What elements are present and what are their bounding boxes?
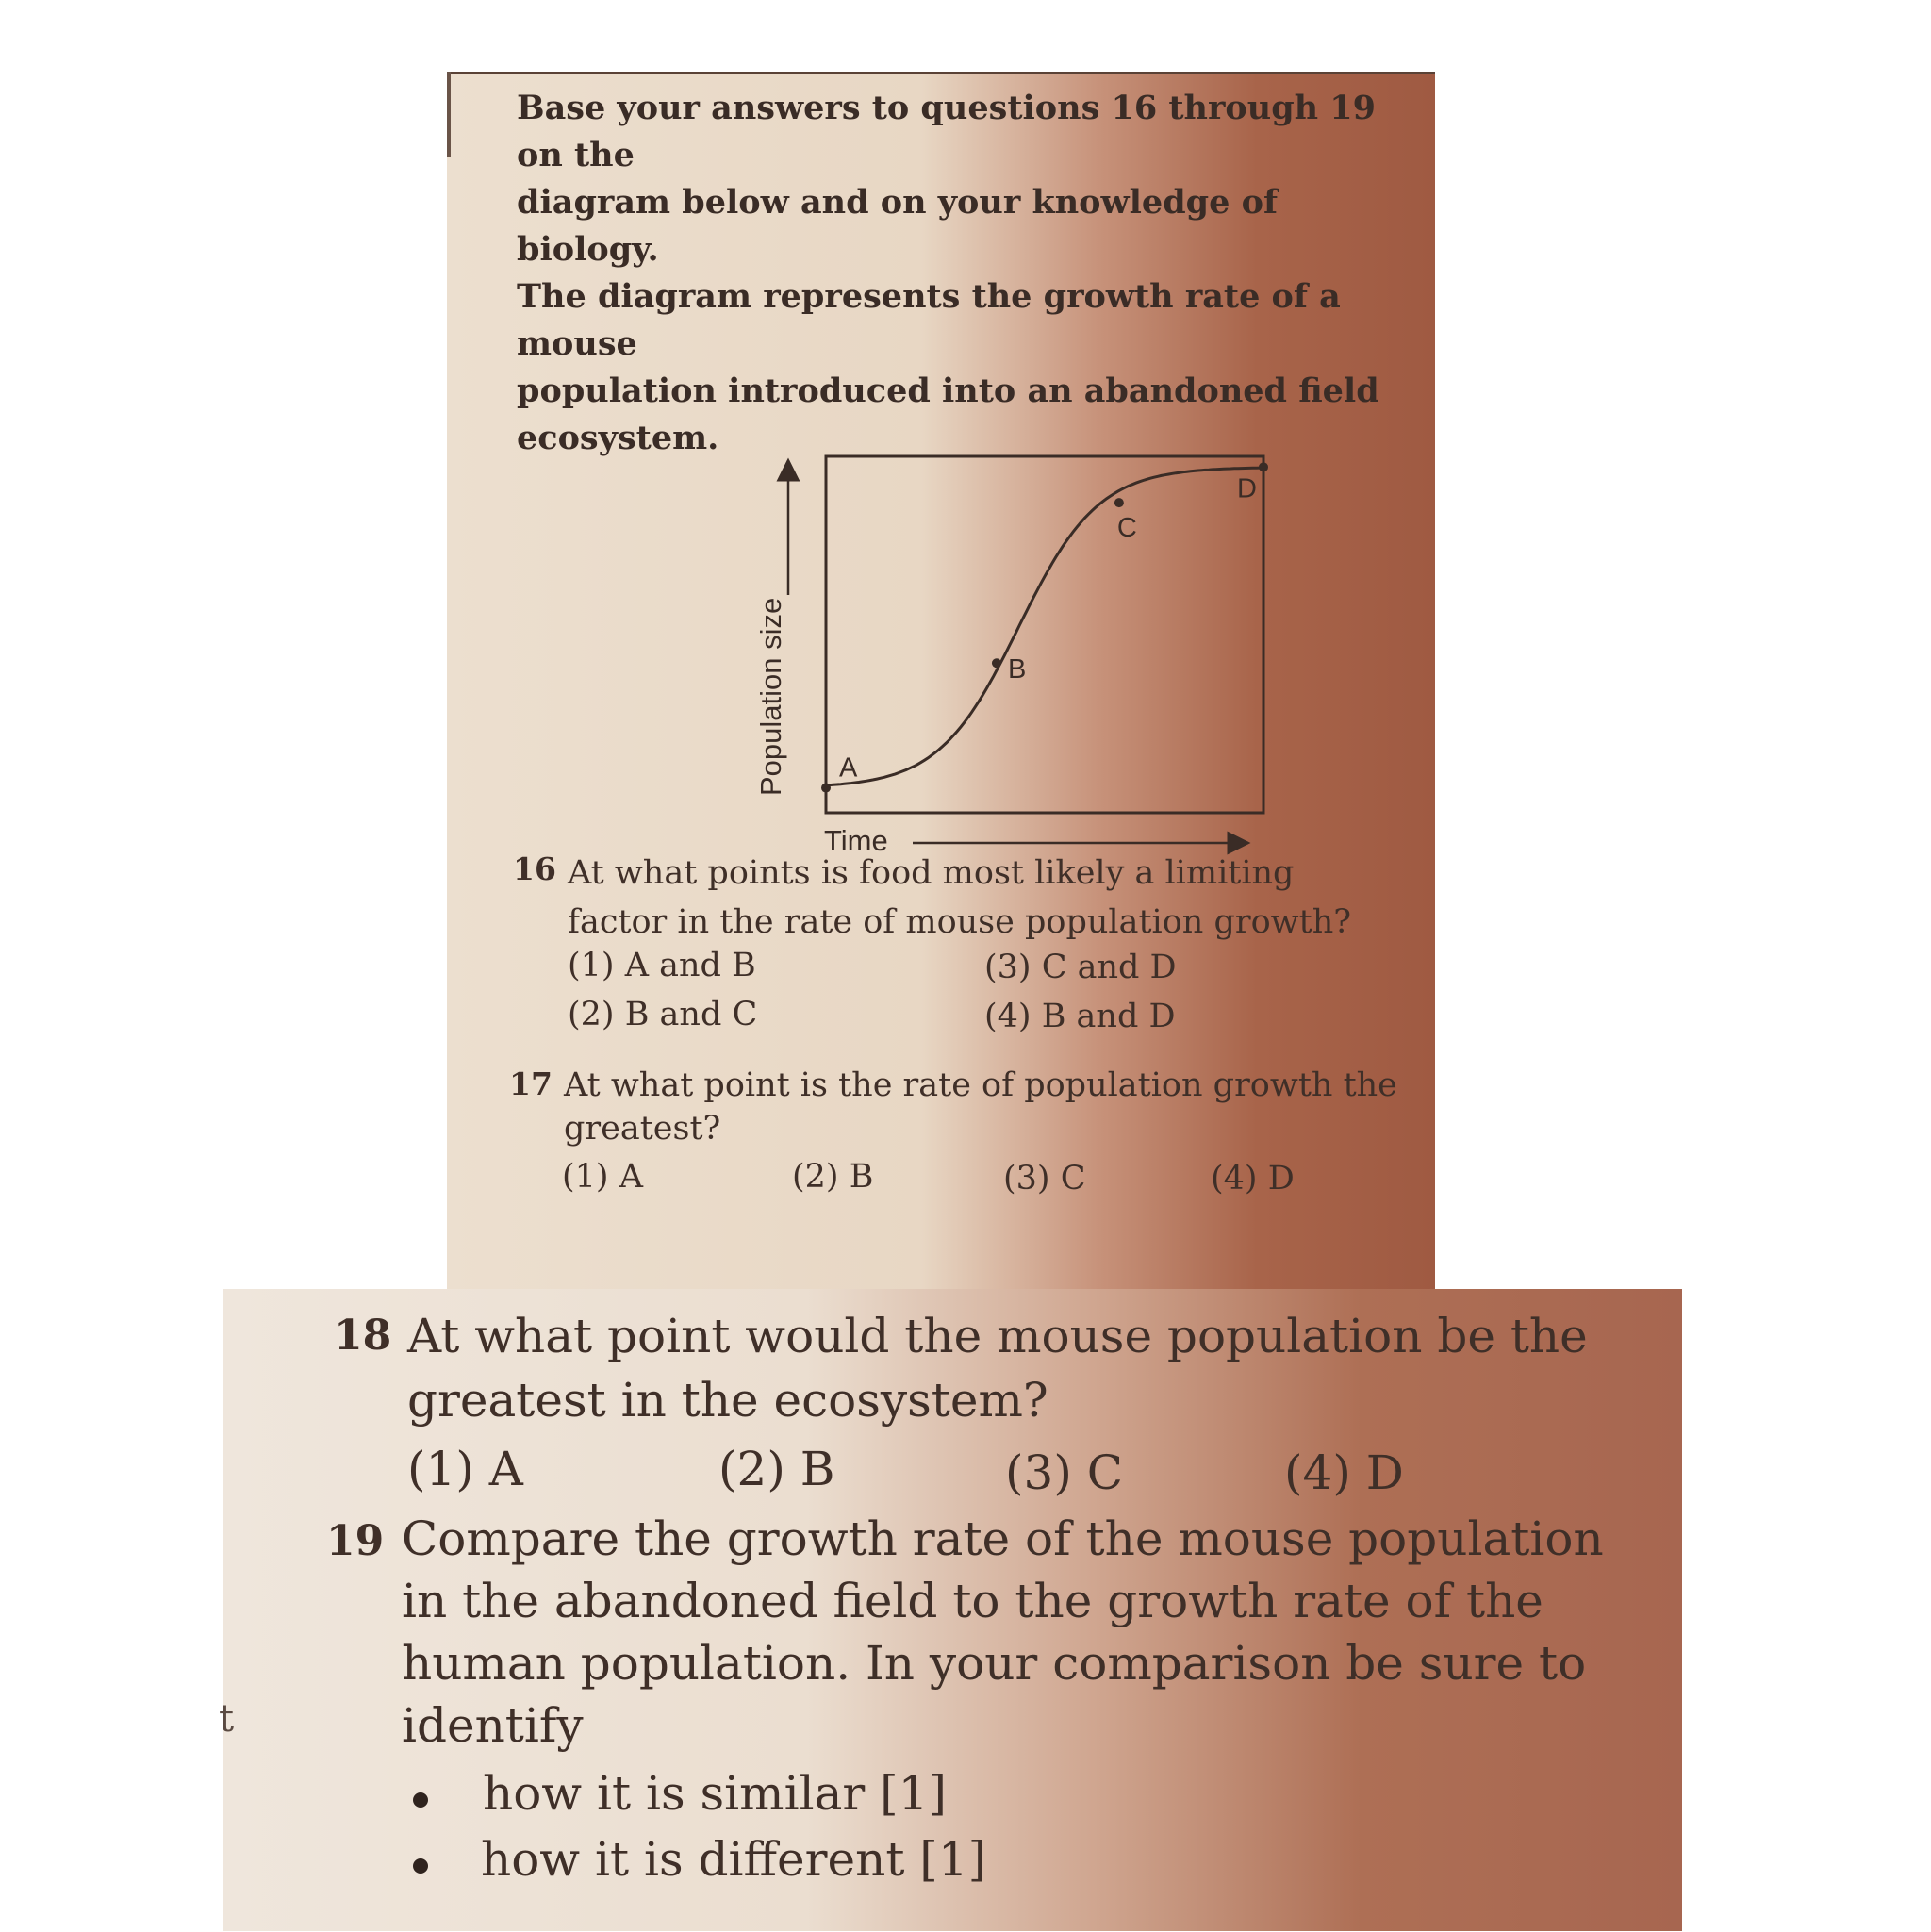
question-18 — [334, 1304, 1654, 1521]
intro-paragraph: Base your answers to questions 16 through 19 on the diagram below and on your knowledge of biology. The diagram represents the growth rate of a mouse population introduced into an abandoned field ecosystem. — [517, 89, 1379, 457]
question-text: Compare the growth rate of the mouse population in the abandoned field to the growth rate of the human population. In your comparison be sure to identify — [402, 1511, 1604, 1753]
option-1[interactable]: (1) A — [407, 1442, 523, 1496]
question-number: 16 — [513, 850, 556, 887]
option-4[interactable]: (4) D — [1211, 1160, 1295, 1197]
x-axis-label: Time — [824, 824, 888, 857]
left-rule — [447, 72, 451, 157]
question-17 — [509, 1064, 1424, 1252]
question-number: 17 — [509, 1065, 553, 1102]
bullet-icon — [413, 1858, 428, 1874]
option-2[interactable]: (2) B and C — [568, 996, 758, 1033]
question-number: 18 — [334, 1312, 392, 1360]
point-b-label: B — [1007, 654, 1027, 685]
point-c-marker — [1114, 498, 1124, 507]
question-number: 19 — [326, 1517, 385, 1565]
option-3[interactable]: (3) C and D — [984, 949, 1177, 986]
option-2[interactable]: (2) B — [718, 1442, 835, 1496]
lower-page-photo — [223, 1289, 1682, 1931]
option-3[interactable]: (3) C — [1005, 1445, 1123, 1500]
option-1[interactable]: (1) A and B — [568, 947, 756, 984]
y-axis-label: Population size — [754, 597, 787, 796]
growth-curve — [826, 468, 1263, 785]
option-3[interactable]: (3) C — [1003, 1160, 1086, 1197]
question-text: At what points is food most likely a limiting factor in the rate of mouse population growth? — [568, 854, 1351, 941]
question-text: At what point is the rate of population growth the greatest? — [564, 1066, 1397, 1148]
question-16 — [513, 849, 1418, 1056]
point-a-marker — [821, 784, 831, 793]
option-4[interactable]: (4) D — [1284, 1445, 1404, 1500]
bullet-similar: how it is similar [1] — [483, 1766, 947, 1821]
option-1[interactable]: (1) A — [562, 1158, 643, 1196]
bullet-different: how it is different [1] — [481, 1832, 987, 1887]
option-4[interactable]: (4) B and D — [984, 998, 1176, 1035]
question-text: At what point would the mouse population be the greatest in the ecosystem? — [407, 1309, 1588, 1428]
point-a-label: A — [839, 752, 858, 784]
plot-frame — [826, 456, 1263, 813]
top-rule — [447, 72, 1435, 74]
upper-page-photo — [447, 72, 1435, 1294]
point-c-label: C — [1116, 513, 1137, 544]
point-d-label: D — [1237, 473, 1257, 504]
point-d-marker — [1259, 462, 1268, 471]
question-19 — [326, 1508, 1665, 1932]
population-growth-diagram — [711, 373, 1257, 883]
option-2[interactable]: (2) B — [792, 1158, 874, 1196]
bullet-icon — [413, 1792, 428, 1808]
stray-margin-mark: t — [219, 1697, 235, 1741]
point-b-marker — [992, 658, 1001, 668]
